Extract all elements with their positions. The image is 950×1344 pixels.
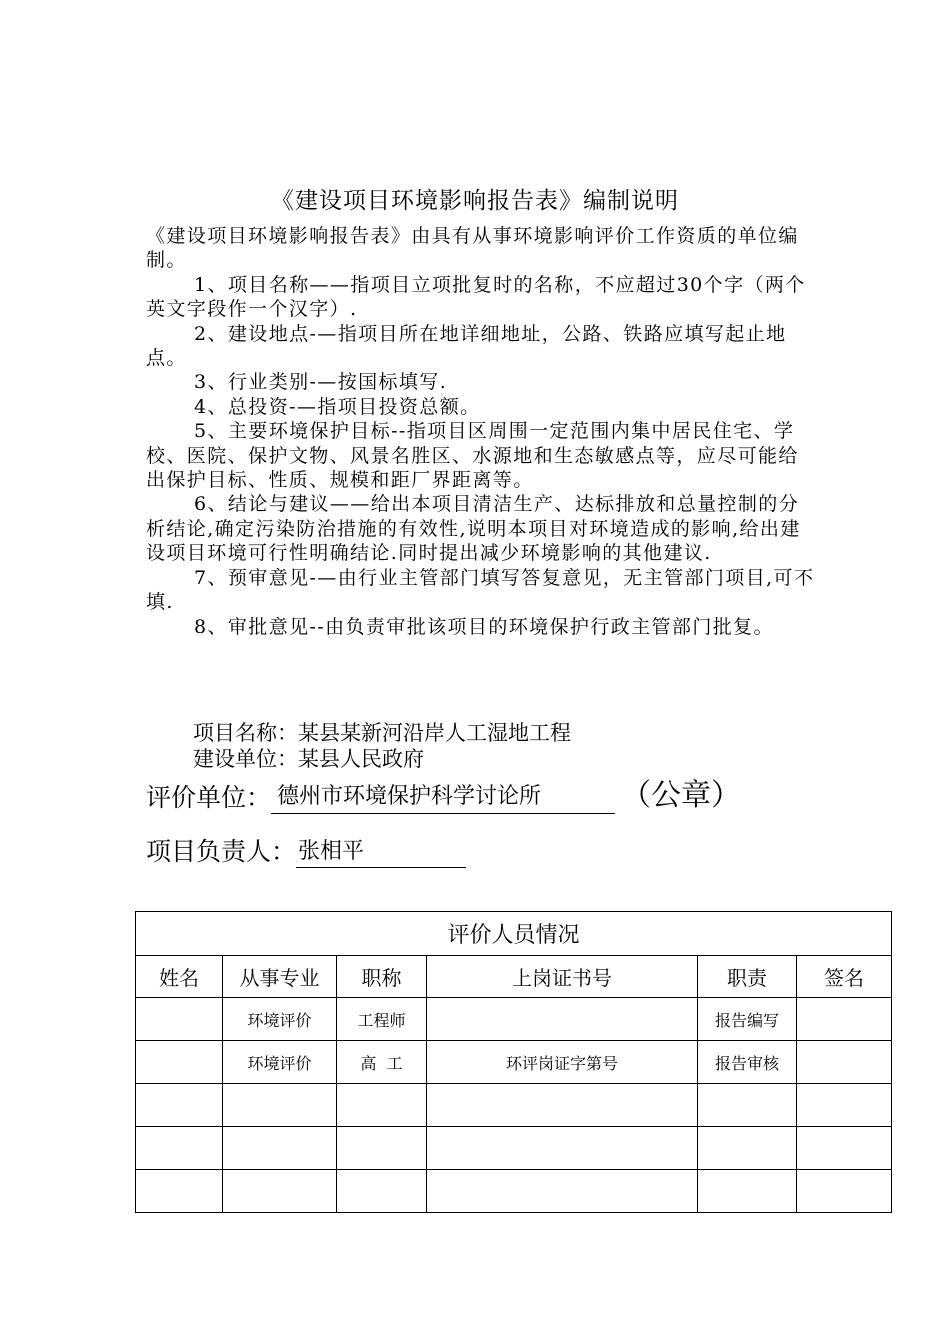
project-leader-field: 张相平 bbox=[296, 837, 466, 868]
cell-title: 工程师 bbox=[337, 998, 427, 1041]
cell-name bbox=[136, 1084, 223, 1127]
cell-signature bbox=[797, 1170, 892, 1213]
instruction-paragraph: 7、预审意见-—由行业主管部门填写答复意见，无主管部门项目,可不填. bbox=[146, 566, 815, 614]
table-row bbox=[136, 1127, 892, 1170]
header-name: 姓名 bbox=[136, 956, 223, 998]
cell-specialty bbox=[223, 1170, 337, 1213]
table-row bbox=[136, 1041, 892, 1084]
instruction-paragraph: 6、结论与建议——给出本项目清洁生产、达标排放和总量控制的分析结论,确定污染防治措施的有效性,说明本项目对环境造成的影响,给出建设项目环境可行性明确结论.同时提出减少环境影响的其他建议. bbox=[146, 493, 801, 565]
header-signature: 签名 bbox=[797, 956, 892, 998]
cell-specialty: 环境评价 bbox=[223, 998, 337, 1041]
cell-title: 高 工 bbox=[337, 1041, 427, 1084]
header-duty: 职责 bbox=[698, 956, 797, 998]
instructions-body bbox=[146, 224, 818, 639]
instruction-paragraph: 3、行业类别-—按国标填写. bbox=[194, 371, 448, 394]
construction-unit-line: 建设单位：某县人民政府 bbox=[193, 747, 424, 771]
table-title: 评价人员情况 bbox=[136, 912, 892, 956]
evaluation-unit-label: 评价单位： bbox=[146, 783, 272, 812]
instruction-paragraph: 1、项目名称——指项目立项批复时的名称，不应超过30个字（两个英文字段作一个汉字）. bbox=[146, 273, 806, 321]
cell-name bbox=[136, 1127, 223, 1170]
official-seal-note: （公章） bbox=[621, 778, 742, 813]
cell-signature bbox=[797, 998, 892, 1041]
cell-signature bbox=[797, 1041, 892, 1084]
project-leader-label: 项目负责人： bbox=[146, 837, 297, 866]
cell-name bbox=[136, 1170, 223, 1213]
cell-name bbox=[136, 1041, 223, 1084]
project-name-line: 项目名称：某县某新河沿岸人工湿地工程 bbox=[193, 721, 571, 745]
cell-title bbox=[337, 1170, 427, 1213]
instruction-paragraph: 4、总投资-—指项目投资总额。 bbox=[194, 395, 481, 418]
table-row bbox=[136, 1170, 892, 1213]
cell-duty bbox=[698, 1084, 797, 1127]
cell-specialty bbox=[223, 1084, 337, 1127]
instruction-paragraph: 5、主要环境保护目标--指项目区周围一定范围内集中居民住宅、学校、医院、保护文物、风景名胜区、水源地和生态敏感点等，应尽可能给出保护目标、性质、规模和距厂界距离等。 bbox=[146, 420, 799, 492]
cell-duty bbox=[698, 1170, 797, 1213]
evaluation-unit-field: 德州市环境保护科学讨论所 bbox=[271, 781, 615, 814]
cell-title bbox=[337, 1127, 427, 1170]
cell-certificate: 环评岗证字第号 bbox=[427, 1041, 698, 1084]
cell-specialty: 环境评价 bbox=[223, 1041, 337, 1084]
header-specialty: 从事专业 bbox=[223, 956, 337, 998]
cell-specialty bbox=[223, 1127, 337, 1170]
cell-name bbox=[136, 998, 223, 1041]
header-certificate: 上岗证书号 bbox=[427, 956, 698, 998]
cell-title bbox=[337, 1084, 427, 1127]
instruction-paragraph: 《建设项目环境影响报告表》由具有从事环境影响评价工作资质的单位编制。 bbox=[146, 225, 799, 272]
evaluation-staff-table bbox=[135, 911, 892, 1213]
cell-certificate bbox=[427, 998, 698, 1041]
evaluation-unit-row bbox=[146, 770, 742, 813]
cell-certificate bbox=[427, 1084, 698, 1127]
cell-signature bbox=[797, 1084, 892, 1127]
header-title: 职称 bbox=[337, 956, 427, 998]
cell-duty: 报告审核 bbox=[698, 1041, 797, 1084]
cell-duty: 报告编写 bbox=[698, 998, 797, 1041]
cell-signature bbox=[797, 1127, 892, 1170]
project-info bbox=[193, 720, 571, 772]
table-row bbox=[136, 1084, 892, 1127]
document-title: 《建设项目环境影响报告表》编制说明 bbox=[271, 188, 679, 214]
cell-duty bbox=[698, 1127, 797, 1170]
instruction-paragraph: 8、审批意见--由负责审批该项目的环境保护行政主管部门批复。 bbox=[194, 615, 774, 638]
cell-certificate bbox=[427, 1170, 698, 1213]
instruction-paragraph: 2、建设地点-—指项目所在地详细地址，公路、铁路应填写起止地点。 bbox=[146, 322, 787, 370]
table-row bbox=[136, 998, 892, 1041]
project-leader-row bbox=[146, 832, 466, 868]
cell-certificate bbox=[427, 1127, 698, 1170]
